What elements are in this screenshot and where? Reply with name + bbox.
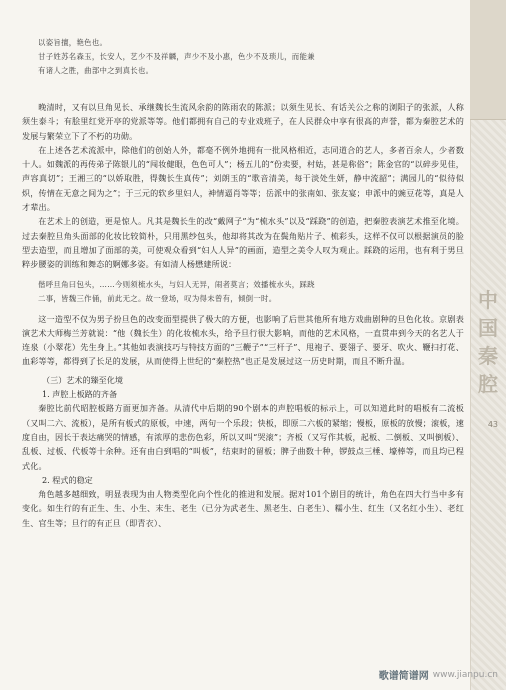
sidebar-title-char: 中	[478, 288, 498, 312]
section-heading: （三）艺术的臻至化境	[42, 374, 123, 385]
watermark	[379, 667, 498, 682]
paragraph: 在艺术上的创造，更是惊人。凡其是魏长生的改“戴网子”为“梳水头”以及“踩跷”的创造，把秦腔表演艺术推至化境。过去秦腔旦角头面部的化妆比较简朴，只用黑纱包头，他却将其改为在鬓角贴片子、梳彩头，这样不仅可以根据演员的脸型去造型，而且增加了面部的美，可使观众看到“妇人人异”的画面，造型之美令人叹为观止。踩跷的运用，也有利于男旦粹步腰姿的训练和舞态的婀娜多姿。有如清人杨懋建所说：	[22, 216, 464, 270]
main-text-column	[22, 36, 464, 666]
paragraph: 角色越多越细致，明显表现为由人物类型化向个性化的推进和发展。据对101个剧目的统计，角色在四大行当中多有变化。如生行的有正生、生、小生、末生、老生（已分为武老生、黑老生、白老生）、糯小生、红生（又名红小生）、老红生、官生等；旦行的有正旦（即青衣）、	[22, 489, 464, 528]
body-text-2	[22, 312, 464, 369]
sidebar-title-char: 腔	[478, 372, 498, 396]
watermark-url: www.jianpu.cn	[432, 669, 498, 680]
page-number: 43	[487, 420, 498, 429]
quote-line: 甘子姓苏名森玉，长安人，艺少不及祥麟，声少不及小惠，色少不及琐儿，而能兼	[38, 52, 315, 61]
quote-line: 有诸人之胜，曲部中之到真长也。	[38, 66, 154, 75]
body-text-1	[22, 100, 464, 272]
sidebar-title-char: 国	[478, 316, 498, 340]
paragraph: 秦腔比前代昭腔板路方面更加齐备。从清代中后期的90个剧本的声腔唱板的标示上，可以知道此时的唱板有二流板（又叫二六、流板），是所有板式的原板，中速，两句一个乐段；快板，即原二六板的紧缩；慢板，原板的放慢；滚板，速度自由，因长于表达痛哭的情感，有浓厚的悲伤色彩，所以又叫“哭滚”；齐板（又写作其板，起板、二倒板、又叫倒板）、乱板、过板、代板等十余种。还有由白到唱的“叫板”，结束时的留板；脾子曲数十种，锣鼓点三棰、壕棒等，而且均已程式化。	[22, 403, 464, 471]
sidebar-vertical-title	[474, 286, 502, 398]
quote-block-1	[22, 36, 464, 78]
paragraph: 这一造型不仅为男子扮旦色的改变面型提供了极大的方便，也影响了后世其他所有地方戏曲剧种的旦色化妆。京剧表演艺术大师梅兰芳就说：“他（魏长生）的化妆梳水头，给予旦行很大影响，而他的艺术风格，一直贯串到今天的名艺人于连泉（小翠花）先生身上。”其他如表演技巧与特技方面的“三鞭子”“三杆子”、甩袍子、要翎子、要牙、吹火、鞭扫打花、血彩等等，都得到了长足的发展，从而使得上世纪的“秦腔热”也正是发展过这一历史时期，而且不断升温。	[22, 313, 464, 367]
paragraph: 在上述各艺术流派中，除他们的创始人外，都毫不例外地拥有一批风格相近，志同道合的艺人，多者百余人，少者数十人。如魏派的再传弟子陈银儿的“闯妆健眼，色色可人”；杨五儿的“份卖要，村姑，甚是称俗”；陈金官的“以碎步见佳，声容真切”；王湘三的“以娇取胜，得魏长生真传”；刘朗玉的“歌音清美，每于淡处生妍，静中流韶”；满园儿的“似待似炽，传情在无意之间为之”；于三元的软乡里妇人，神情逼肖等等；岳派中的张南如、张友宴；申派中的豌豆花等，真是人才辈出。	[22, 144, 464, 213]
quote-line: 二事，皆魏三作俑，前此无之。故一登场，叹为得未曾有，倾倒一时。	[38, 293, 277, 303]
body-text-4	[22, 487, 464, 530]
quote-line: 以姿旨擅，艳色也。	[38, 38, 108, 47]
sidebar-top-band	[470, 0, 506, 120]
body-text-3	[22, 401, 464, 472]
paragraph: 晚清时，又有以旦角见长、承继魏长生流风余韵的陈雨农的陈派；以须生见长、有话关公之称的浏阳子的张派，人称须生泰斗；有脍里红党开亭的党派等等。他们都拥有自己的专业戏班子，在人民群众中享有很高的声誉，都为秦腔艺术的发展与繁荣立下了不朽的功勋。	[22, 102, 464, 141]
sidebar-title-char: 秦	[478, 344, 498, 368]
decorative-sidebar	[470, 0, 506, 690]
sub-heading-1: 1. 声腔上板路的齐备	[42, 389, 118, 400]
quote-line: 偕呼旦角曰包头，……今则须梳水头，与妇人无异，闹者莫言；效播梳水头，踩跷	[38, 279, 315, 289]
quote-block-2	[22, 278, 464, 306]
sub-heading-2: 2. 程式的稳定	[42, 474, 93, 485]
watermark-text: 歌谱简谱网	[378, 671, 429, 682]
